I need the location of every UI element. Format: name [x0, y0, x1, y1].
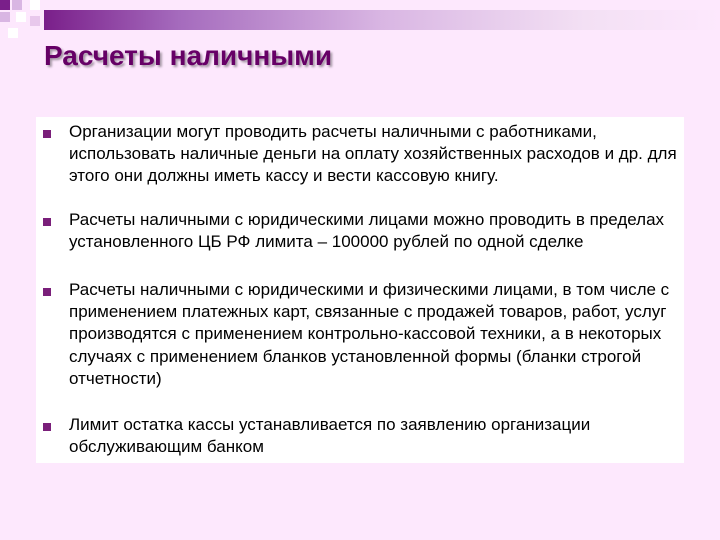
- decor-square: [30, 16, 40, 26]
- decor-square: [0, 12, 10, 22]
- bullet-text: Лимит остатка кассы устанавливается по заявлению организации обслуживающим банком: [69, 415, 591, 457]
- bullet-text: Организации могут проводить расчеты наличными с работниками, использовать наличные деньги на оплату хозяйственных расходов и др. для этого они должны иметь кассу и вести кассовую книгу.: [69, 122, 677, 186]
- bullet-text: Расчеты наличными с юридическими лицами можно проводить в пределах установленного ЦБ РФ лимита – 100000 рублей по одной сделке: [69, 210, 665, 252]
- square-bullet-icon: [43, 130, 51, 138]
- slide-title: Расчеты наличными: [44, 40, 333, 71]
- bullet-text: Расчеты наличными с юридическими и физическими лицами, в том числе с применением платежных карт, связанные с продажей товаров, работ, услуг производятся с применением контрольно-кассовой техники, а в некоторых случаях с применением бланков установленной формы (бланки строгой отчетности): [69, 280, 670, 388]
- decor-square: [12, 0, 22, 10]
- square-bullet-icon: [43, 288, 51, 296]
- square-bullet-icon: [43, 218, 51, 226]
- decor-square: [16, 12, 26, 22]
- title-gradient-bar: [44, 10, 720, 30]
- decor-square: [0, 0, 10, 10]
- decor-square: [30, 0, 40, 10]
- decor-square: [8, 28, 18, 38]
- square-bullet-icon: [43, 423, 51, 431]
- content-box: [36, 117, 684, 463]
